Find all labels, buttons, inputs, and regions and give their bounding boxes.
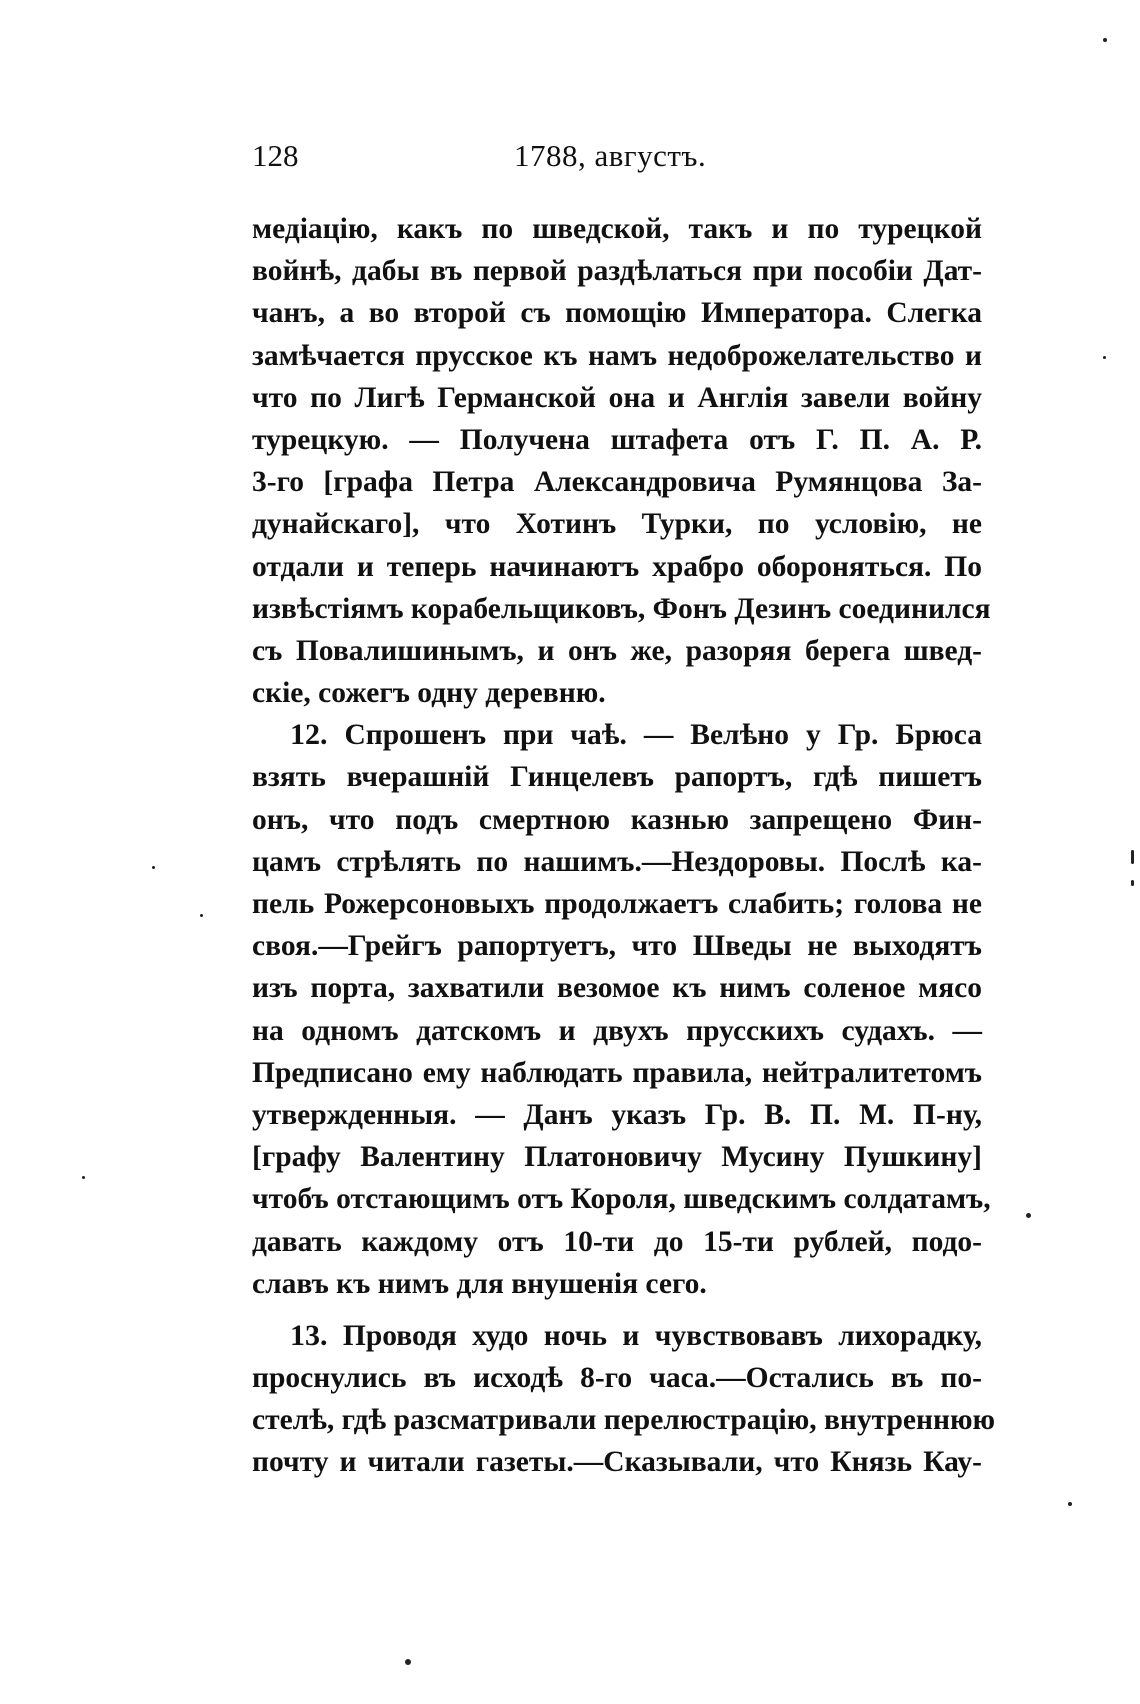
scan-speck — [82, 1176, 85, 1179]
text-line: проснулись въ исходѣ 8-го часа.—Остались въ по- — [252, 1362, 982, 1395]
page-header — [252, 138, 982, 184]
scan-speck — [405, 1659, 411, 1665]
text-line: славъ къ нимъ для внушенія сего. — [252, 1267, 707, 1300]
text-line: пель Рожерсоновыхъ продолжаетъ слабить; голова не — [252, 888, 982, 920]
scan-speck — [152, 866, 155, 869]
entry-first-line-text: Спрошенъ при чаѣ. — Велѣно у Гр. Брюса — [344, 719, 982, 752]
text-line: замѣчается прусское къ намъ недоброжелательство и — [252, 339, 982, 372]
scan-speck — [200, 914, 203, 917]
scan-speck — [1103, 356, 1106, 359]
scan-speck — [1131, 880, 1134, 886]
running-head: 1788, августъ. — [514, 138, 707, 173]
text-line: что по Лигѣ Германской она и Англія завели войну — [252, 381, 982, 414]
entry-first-line — [252, 714, 982, 756]
text-line: взять вчерашній Гинцелевъ рапортъ, гдѣ пишетъ — [252, 761, 982, 794]
text-line: Предписано ему наблюдать правила, нейтралитетомъ — [252, 1056, 982, 1089]
text-line: дунайскаго], что Хотинъ Турки, по условію, не — [252, 508, 982, 541]
text-line: чтобъ отстающимъ отъ Короля, шведскимъ солдатамъ, — [252, 1183, 991, 1216]
entry-first-line-text: Проводя худо ночь и чувствовавъ лихорадку, — [342, 1319, 983, 1352]
paragraph-gap — [252, 1305, 982, 1315]
text-line: съ Повалишинымъ, и онъ же, разоряя берега швед- — [252, 634, 982, 667]
scan-speck — [1068, 1502, 1072, 1506]
page-number: 128 — [252, 138, 299, 173]
text-line: почту и читали газеты.—Сказывали, что Князь Кау- — [252, 1446, 982, 1479]
text-line: войнѣ, дабы въ первой раздѣлаться при пособіи Дат- — [252, 255, 982, 288]
text-line: чанъ, а во второй съ помощію Императора. Слегка — [252, 297, 982, 330]
text-line: онъ, что подъ смертною казнью запрещено Фин- — [252, 803, 982, 836]
text-line: турецкую. — Получена штафета отъ Г. П. А. Р. — [252, 423, 982, 456]
text-line: скіе, сожегъ одну деревню. — [252, 677, 606, 710]
scan-speck — [1103, 38, 1107, 42]
text-line: изъ порта, захватили везомое къ нимъ соленое мясо — [252, 972, 982, 1005]
body-text — [252, 208, 996, 1484]
text-line: медіацію, какъ по шведской, такъ и по турецкой — [252, 213, 982, 245]
diary-entry-13 — [252, 1315, 996, 1484]
entry-number: 12. — [290, 718, 328, 752]
text-line: цамъ стрѣлять по нашимъ.—Нездоровы. Послѣ ка- — [252, 845, 982, 878]
scan-speck — [1026, 1213, 1031, 1218]
text-line: 3-го [графа Петра Александровича Румянцова За- — [252, 466, 982, 499]
text-line: своя.—Грейгъ рапортуетъ, что Шведы не выходятъ — [252, 930, 982, 963]
entry-number: 13. — [290, 1318, 328, 1352]
paragraph-continuation — [252, 208, 991, 714]
text-line: на одномъ датскомъ и двухъ прусскихъ судахъ. — — [252, 1014, 982, 1047]
text-line: [графу Валентину Платоновичу Мусину Пушкину] — [252, 1141, 982, 1174]
text-line: отдали и теперь начинаютъ храбро обороняться. По — [252, 550, 982, 583]
text-line: извѣстіямъ корабельщиковъ, Фонъ Дезинъ соединился — [252, 592, 991, 625]
text-line: стелѣ, гдѣ разсматривали перелюстрацію, внутреннюю — [252, 1404, 996, 1437]
text-line: давать каждому отъ 10-ти до 15-ти рублей, подо- — [252, 1225, 982, 1258]
entry-first-line — [252, 1315, 982, 1357]
text-line: утвержденныя. — Данъ указъ Гр. В. П. М. П-ну, — [252, 1098, 982, 1131]
diary-entry-12 — [252, 714, 991, 1305]
scan-speck — [1131, 850, 1134, 864]
